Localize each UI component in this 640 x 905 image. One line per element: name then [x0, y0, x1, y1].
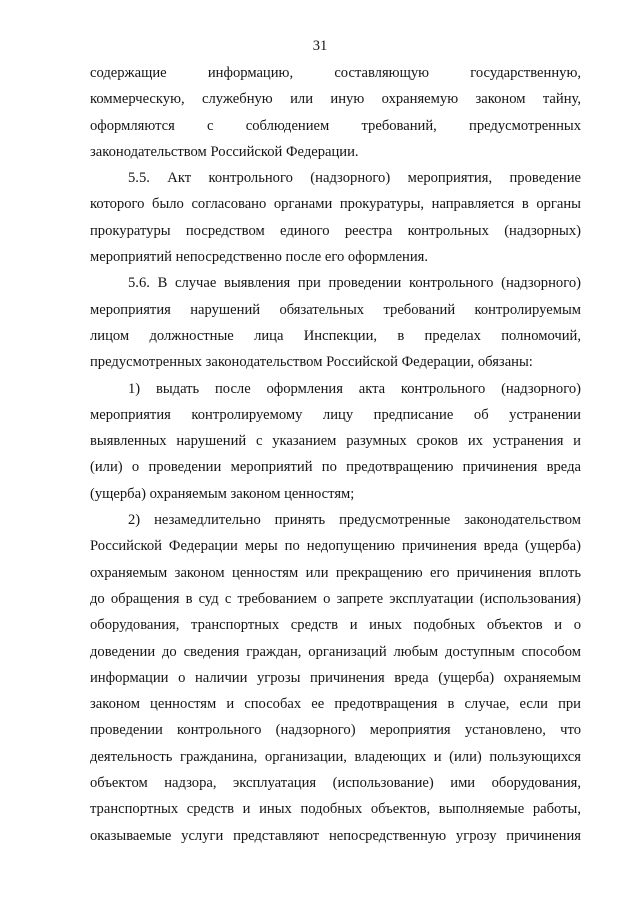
text-line: Российской Федерации меры по недопущению причинения вреда (ущерба): [90, 538, 581, 555]
text-line: 2) незамедлительно принять предусмотренные законодательством: [128, 512, 581, 529]
text-line: 5.6. В случае выявления при проведении контрольного (надзорного): [128, 275, 581, 292]
text-line: предусмотренных законодательством Российской Федерации, обязаны:: [90, 354, 533, 371]
text-line: прокуратуры посредством единого реестра контрольных (надзорных): [90, 222, 581, 239]
text-line: лицом должностные лица Инспекции, в пределах полномочий,: [90, 327, 581, 344]
text-line: объектом надзора, эксплуатация (использование) ими оборудования,: [90, 775, 581, 792]
text-line: содержащие информацию, составляющую государственную,: [90, 65, 581, 81]
page-number: 31: [312, 38, 328, 54]
text-line: деятельность гражданина, организации, владеющих и (или) пользующихся: [90, 748, 581, 765]
text-line: 1) выдать после оформления акта контрольного (надзорного): [128, 380, 581, 397]
text-line: мероприятия нарушений обязательных требований контролируемым: [90, 301, 581, 318]
text-line: законодательством Российской Федерации.: [90, 143, 359, 160]
text-line: законом ценностям и способах ее предотвращения в случае, если при: [90, 696, 581, 713]
text-line: транспортных средств и иных подобных объектов, выполняемые работы,: [90, 801, 581, 818]
text-line: оборудования, транспортных средств и иных подобных объектов и о: [90, 617, 581, 634]
text-line: мероприятий непосредственно после его оформления.: [90, 249, 429, 266]
text-line: до обращения в суд с требованием о запрете эксплуатации (использования): [90, 590, 581, 607]
text-line: (ущерба) охраняемым законом ценностям;: [90, 485, 355, 502]
text-line: информации о наличии угрозы причинения вреда (ущерба) охраняемым: [90, 669, 581, 686]
text-line: доведении до сведения граждан, организаций любым доступным способом: [90, 643, 581, 660]
text-line: (или) о проведении мероприятий по предотвращению причинения вреда: [90, 459, 581, 476]
text-line: мероприятия контролируемому лицу предписание об устранении: [90, 406, 581, 423]
text-line: которого было согласовано органами прокуратуры, направляется в органы: [90, 196, 581, 213]
text-line: оказываемые услуги представляют непосредственную угрозу причинения: [90, 827, 581, 844]
text-line: охраняемым законом ценностям или прекращению его причинения вплоть: [90, 564, 581, 581]
body-text: [90, 60, 581, 849]
text-line: 5.5. Акт контрольного (надзорного) мероприятия, проведение: [128, 170, 581, 187]
text-line: коммерческую, служебную или иную охраняемую законом тайну,: [90, 91, 581, 108]
text-line: выявленных нарушений с указанием разумных сроков их устранения и: [90, 433, 581, 450]
text-line: оформляются с соблюдением требований, предусмотренных: [90, 117, 581, 134]
text-line: проведении контрольного (надзорного) мероприятия установлено, что: [90, 722, 581, 739]
